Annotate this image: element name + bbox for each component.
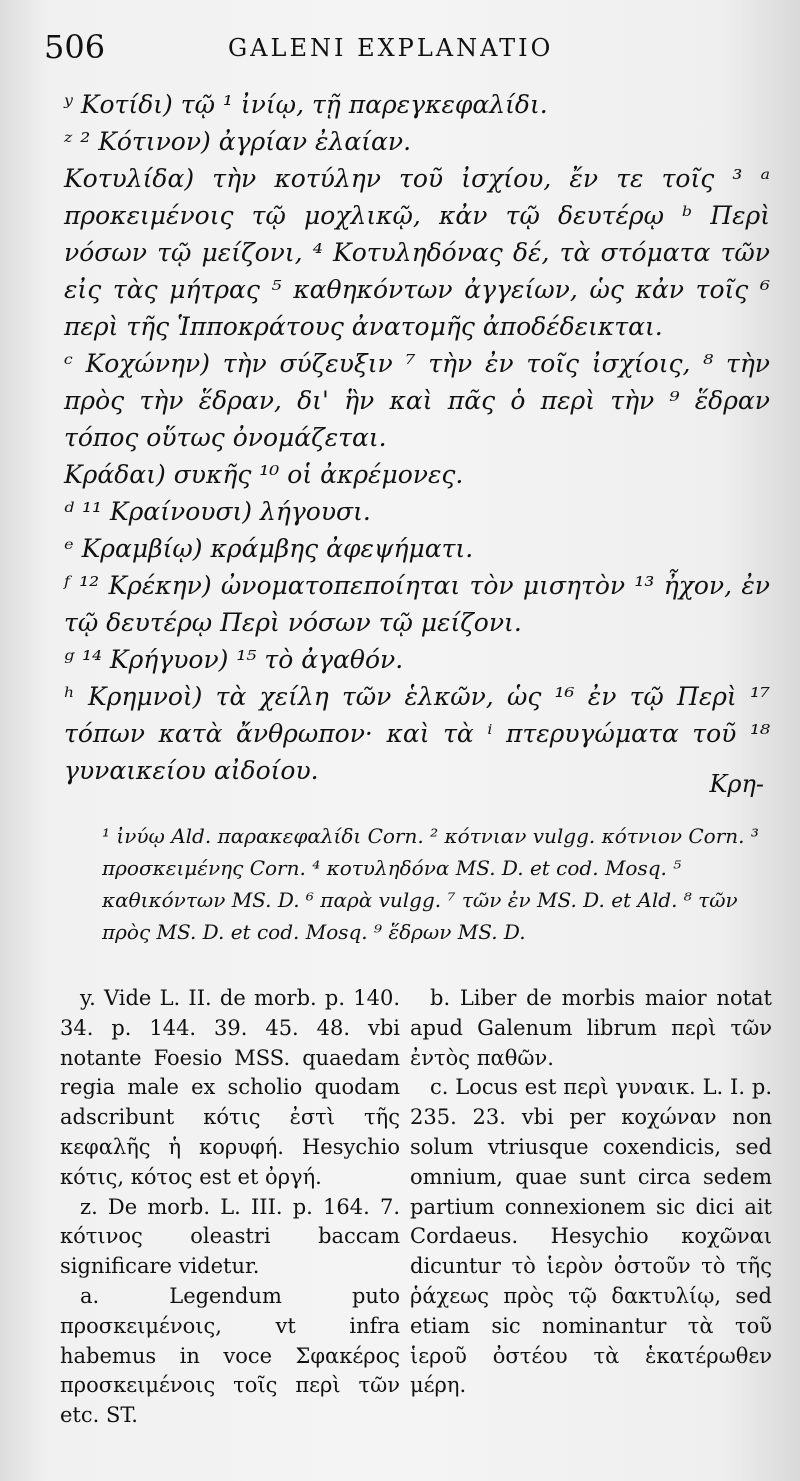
entry-kotidi: ʸ Κοτίδι) τῷ ¹ ἰνίῳ, τῇ παρεγκεφαλίδι. <box>64 90 548 119</box>
note-c: c. Locus est περὶ γυναικ. L. I. p. 235. 23. vbi per κοχώναν non solum vtriusque coxendicis, sed omnium, quae sunt circa sedem partium connexionem sic dici ait Cordaeus. Hesychio κοχῶναι dicuntur τὸ ἱερὸν ὀστοῦν τὸ τῆς ῥάχεως πρὸς τῷ δακτυλίῳ, sed etiam sic nominantur τὰ τοῦ ἱεροῦ ὀστέου τὰ ἑκατέρωθεν μέρη. <box>410 1075 772 1398</box>
note-a: a. Legendum puto προσκειμένοις, vt infra habemus in voce Σφακέρος προσκειμένοις τοῖς περὶ τῶν etc. ST. <box>60 1283 400 1428</box>
entry-kradai: Κράδαι) συκῆς ¹⁰ οἱ ἀκρέμονες. <box>64 460 464 489</box>
page-number: 506 <box>44 28 106 66</box>
running-title: GALENI EXPLANATIO <box>228 34 554 62</box>
variant-readings-text: ¹ ἰνύῳ Ald. παρακεφαλίδι Corn. ² κότνιαν vulgg. κότνιον Corn. ³ προσκειμένης Corn. ⁴ κοτυληδόνα MS. D. et cod. Mosq. ⁵ καθικόντων MS. D. ⁶ παρὰ vulgg. ⁷ τῶν ἐν MS. D. et Ald. ⁸ τῶν πρὸς MS. D. et cod. Mosq. ⁹ ἕδρων MS. D. <box>102 824 759 944</box>
entry-krainousi: ᵈ ¹¹ Κραίνουσι) λήγουσι. <box>64 497 371 526</box>
entry-kreken: ᶠ ¹² Κρέκην) ὠνοματοπεποίηται τὸν μισητὸν ¹³ ἦχον, ἐν τῷ δευτέρῳ Περὶ νόσων τῷ μείζονι. <box>64 571 770 637</box>
entry-kotinon: ᶻ ² Κότινον) ἀγρίαν ἐλαίαν. <box>64 127 412 156</box>
glossary-entries <box>64 86 770 789</box>
note-z: z. De morb. L. III. p. 164. 7. κότινος oleastri baccam significare videtur. <box>60 1194 400 1279</box>
page-header <box>0 28 800 68</box>
entry-kotylida: Κοτυλίδα) τὴν κοτύλην τοῦ ἰσχίου, ἔν τε τοῖς ³ ᵃ προκειμένοις τῷ μοχλικῷ, κἀν τῷ δευτέρῳ ᵇ Περὶ νόσων τῷ μείζονι, ⁴ Κοτυληδόνας δέ, τὰ στόματα τῶν εἰς τὰς μήτρας ⁵ καθηκόντων ἀγγείων, ὡς κἀν τοῖς ⁶ περὶ τῆς Ἱπποκράτους ἀνατομῆς ἀποδέδεικται. <box>64 164 770 341</box>
entry-krambio: ᵉ Κραμβίῳ) κράμβης ἀφεψήματι. <box>64 534 474 563</box>
note-y: y. Vide L. II. de morb. p. 140. 34. p. 144. 39. 45. 48. vbi notante Foesio MSS. quaedam regia male ex scholio quodam adscribunt κότις ἐστὶ τῆς κεφαλῆς ἡ κορυφή. Hesychio κότις, κότος est et ὀργή. <box>60 986 400 1189</box>
entry-kochonen: ᶜ Κοχώνην) τὴν σύζευξιν ⁷ τὴν ἐν τοῖς ἰσχίοις, ⁸ τὴν πρὸς τὴν ἕδραν, δι' ἣν καὶ πᾶς ὁ περὶ τὴν ⁹ ἕδραν τόπος οὕτως ὀνομάζεται. <box>64 349 770 452</box>
entry-kremnoi: ʰ Κρημνοὶ) τὰ χείλη τῶν ἑλκῶν, ὡς ¹⁶ ἐν τῷ Περὶ ¹⁷ τόπων κατὰ ἄνθρωπον· καὶ τὰ ⁱ πτερυγώματα τοῦ ¹⁸ γυναικείου αἰδοίου. <box>64 682 770 785</box>
catchword: Κρη- <box>709 770 764 798</box>
variant-readings <box>102 820 772 948</box>
entry-kregyon: ᵍ ¹⁴ Κρήγυον) ¹⁵ τὸ ἀγαθόν. <box>64 645 404 674</box>
notes-right-column <box>410 984 772 1401</box>
note-b: b. Liber de morbis maior notat apud Galenum librum περὶ τῶν ἐντὸς παθῶν. <box>410 986 772 1070</box>
notes-left-column <box>60 984 400 1431</box>
